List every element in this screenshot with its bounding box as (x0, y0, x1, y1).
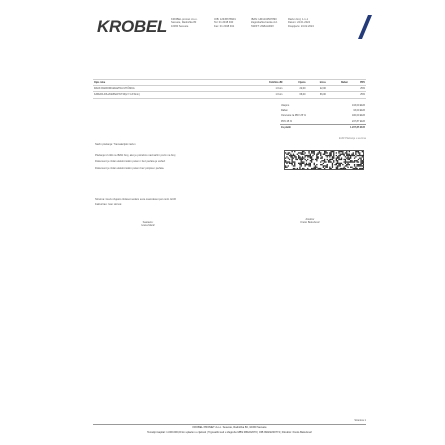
cell-price: 66,00 (299, 93, 306, 97)
payment-validity: Dokument je izdan elektronskim putem i bez pečata je važeći (95, 160, 166, 163)
footer-rule (93, 424, 366, 425)
totals-value: 133,00 EUR (351, 104, 365, 108)
totals-label: Ukupno (281, 104, 290, 108)
grand-total-value: 1.237,85 EUR (349, 125, 365, 129)
payment-method: Način plaćanja: Transakcijski račun (95, 143, 136, 146)
table-row (93, 92, 366, 98)
grand-total-label: Za platiti (281, 125, 291, 129)
cell-amount: 22,00 (319, 87, 326, 91)
payment-instruction: Plaćanje izvršiti na IBAN broj, ako je potrebno naznačiti i poziv na broj (95, 154, 176, 157)
cell-quantity: 1 Kom (275, 93, 283, 97)
col-header-vat: PDV (360, 81, 365, 85)
signature-right: direktor Krešo Bekučević (300, 218, 320, 225)
signature-left: Sastavio: Ivana Marić (141, 221, 155, 228)
company-logo: KROBEL (97, 17, 167, 36)
issued-by: Fakturirao: Ivan Horvat (95, 203, 122, 206)
cell-discount (327, 92, 349, 98)
col-header-amount: Iznos (319, 81, 326, 85)
col-header-discount: Rabat (340, 81, 348, 85)
amount-in-words: Slovima: tisuću dvjesto trideset sedam eura osamdeset pet centi. EUR (95, 198, 176, 201)
totals-label: PDV 25 % (281, 119, 293, 123)
company-contact: OIB: 12345678901 Tel: 01 2048 940 Fax: 01 2048 941 (214, 18, 236, 28)
payment-barcode (284, 150, 364, 170)
logo-slash-mark (358, 15, 372, 39)
totals-value: 100,00 EUR (351, 114, 365, 118)
totals-label: Osnovica za PDV 25 % (281, 114, 306, 118)
company-info: KROBEL promet d.o.o. Sesvete, Radnička 80 10360 Sesvete (171, 18, 198, 28)
totals-table (280, 103, 366, 130)
col-header-description: Opis robe (94, 81, 106, 85)
cell-quantity: 1 Kom (275, 87, 283, 91)
footer-company: KROBEL PROMET d.o.o. Sesvete, Radnička 80, 10360 Sesvete (192, 426, 267, 429)
totals-note: EUR Plaćanje u eurima (339, 137, 366, 140)
items-table (93, 80, 366, 99)
invoice-info: Račun broj: 1-1-1 Datum: 24.01.2024 Dospijeće: 24.02.2024 (288, 18, 314, 28)
col-header-quantity: Količina JM (269, 81, 283, 85)
totals-label: Rabat (281, 109, 288, 113)
cell-price: 22,00 (299, 87, 306, 91)
cell-amount: 66,00 (319, 93, 326, 97)
cell-vat: 25% (360, 93, 365, 97)
cell-description: KABLRA DS-2CE56A0T-IT2F(2.7-13.5mm) (94, 93, 140, 97)
bank-info: IBAN: HR1234567890 Zagrebačka banka d.d. SWIFT: ZABAHR2X (251, 18, 278, 28)
col-header-price: Cijena (298, 81, 306, 85)
cell-description: RACK RADIODNJALETNA UTIČNICA (94, 87, 135, 91)
totals-value: 33,00 EUR (353, 109, 365, 113)
cell-vat: 25% (360, 87, 365, 91)
totals-value: 247,87 EUR (351, 119, 365, 123)
totals-row-grand (280, 124, 366, 130)
page-number: Stranica 1 (354, 419, 366, 422)
payment-electronic-note: Dokument je izdan elektronskim putem bez potpisa i pečata. (95, 167, 165, 170)
footer-legal: Temeljni kapital: 1.000.000,00 kn uplaćen u cijelosti | Trgovački sud u Zagrebu MBS 080222070 | OIB 99022200774 | Direktor: Krešo Bekučević (147, 431, 312, 434)
